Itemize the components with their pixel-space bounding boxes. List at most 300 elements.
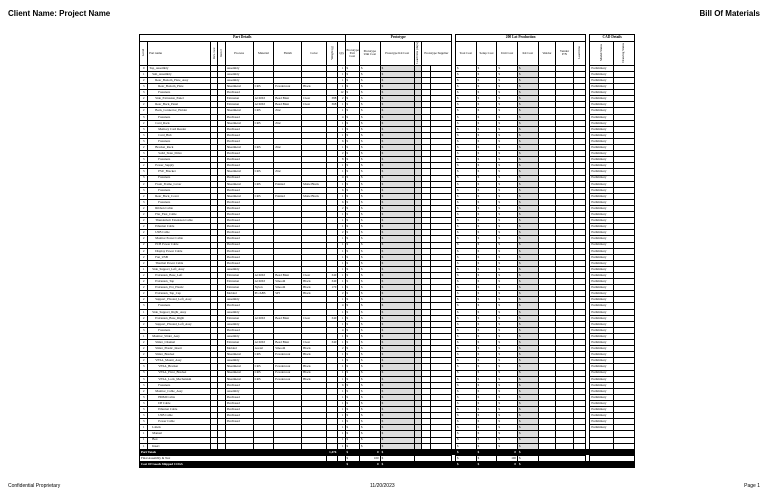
process-cell: Assembly	[225, 321, 253, 327]
level-cell: 2	[140, 358, 148, 364]
qty-cell: 1	[338, 102, 345, 108]
proto-kit-cost-cell: $	[380, 260, 414, 266]
tool-cost-cell: $	[456, 400, 477, 406]
unit-cost-cell: $	[497, 218, 518, 224]
proto-unit-cost-cell: $	[359, 236, 380, 242]
tool-cost-cell: $	[456, 145, 477, 151]
proto-kit-cost-cell: $	[380, 285, 414, 291]
model-status-cell: Preliminary	[590, 163, 614, 169]
kit-cost-cell: $	[517, 242, 538, 248]
proto-kit-cost-cell: $	[380, 78, 414, 84]
proto-unit-cost-cell: $	[359, 169, 380, 175]
unit-cost-cell: $	[497, 394, 518, 400]
col-proto-supplier: Prototype Supplier	[421, 42, 451, 66]
finish-cell: Painted	[274, 193, 302, 199]
qty-cell: 1	[338, 212, 345, 218]
kit-cost-cell: $	[517, 71, 538, 77]
proto-part-cost-cell: $	[345, 242, 359, 248]
qty-cell: 1	[338, 419, 345, 425]
proto-part-cost-cell: $	[345, 303, 359, 309]
process-cell: Assembly	[225, 333, 253, 339]
proto-kit-cost-cell: $	[380, 358, 414, 364]
level-cell: 2	[140, 291, 148, 297]
proto-kit-cost-cell: $	[380, 175, 414, 181]
process-cell: Purchased	[225, 419, 253, 425]
process-cell: Purchased	[225, 327, 253, 333]
qty-cell: 1	[338, 407, 345, 413]
proto-kit-cost-cell: $	[380, 340, 414, 346]
cogs-row-proto-unit: 0	[359, 461, 380, 467]
proto-unit-cost-cell: $	[359, 102, 380, 108]
tool-cost-cell: $	[456, 205, 477, 211]
setup-cost-cell: $	[476, 175, 497, 181]
kit-cost-cell: $	[517, 126, 538, 132]
proto-unit-cost-cell: $	[359, 248, 380, 254]
finish-cell: Smooth	[274, 285, 302, 291]
unit-cost-cell: $	[497, 96, 518, 102]
proto-unit-cost-cell: $	[359, 90, 380, 96]
proto-kit-cost-cell: $	[380, 394, 414, 400]
proto-unit-cost-cell: $	[359, 224, 380, 230]
level-cell: 2	[140, 108, 148, 114]
part-name-cell: Extrusion_Top_Cap	[148, 291, 211, 297]
process-cell: Purchased	[225, 187, 253, 193]
level-cell: 3	[140, 187, 148, 193]
weight-cell: 388	[326, 96, 337, 102]
proto-kit-cost-cell: $	[380, 114, 414, 120]
unit-cost-cell: $	[497, 266, 518, 272]
tool-cost-cell: $	[456, 340, 477, 346]
proto-kit-cost-cell: $	[380, 315, 414, 321]
part-name-cell: Ribbon Cable	[148, 205, 211, 211]
setup-cost-cell: $	[476, 266, 497, 272]
proto-part-cost-cell: $	[345, 78, 359, 84]
kit-cost-cell: $	[517, 346, 538, 352]
kit-cost-cell: $	[517, 358, 538, 364]
part-totals-row-proto-unit: 0	[359, 449, 380, 455]
part-totals-row-tool: $	[456, 449, 477, 455]
part-name-cell: Front_Frame_Cover	[148, 181, 211, 187]
qty-cell: 1	[338, 352, 345, 358]
part-name-cell: Fasteners	[148, 157, 211, 163]
col-process: Process	[225, 42, 253, 66]
model-status-cell: Preliminary	[590, 394, 614, 400]
setup-cost-cell: $	[476, 102, 497, 108]
proto-unit-cost-cell: $	[359, 254, 380, 260]
color-cell: Clear	[302, 96, 327, 102]
group-header-row	[140, 35, 635, 42]
proto-kit-cost-cell: $	[380, 425, 414, 431]
process-cell: Assembly	[225, 65, 253, 71]
proto-kit-cost-cell: $	[380, 163, 414, 169]
material-cell: CRS	[253, 181, 274, 187]
model-status-cell: Preliminary	[590, 236, 614, 242]
unit-cost-cell: $	[497, 169, 518, 175]
kit-cost-cell: $	[517, 303, 538, 309]
qty-cell: 1	[338, 236, 345, 242]
level-cell: 2	[140, 236, 148, 242]
tool-cost-cell: $	[456, 212, 477, 218]
part-name-cell: Back_Connector_Holder	[148, 108, 211, 114]
process-cell: Extrusion	[225, 96, 253, 102]
kit-cost-cell: $	[517, 394, 538, 400]
tool-cost-cell: $	[456, 327, 477, 333]
level-cell: 2	[140, 102, 148, 108]
color-cell: Black	[302, 364, 327, 370]
proto-kit-cost-cell: $	[380, 71, 414, 77]
model-status-cell: Preliminary	[590, 291, 614, 297]
setup-cost-cell: $	[476, 327, 497, 333]
proto-unit-cost-cell: $	[359, 199, 380, 205]
tool-cost-cell: $	[456, 358, 477, 364]
proto-kit-cost-cell: $	[380, 224, 414, 230]
process-cell: Sheetmetal	[225, 364, 253, 370]
proto-part-cost-cell: $	[345, 120, 359, 126]
proto-kit-cost-cell: $	[380, 370, 414, 376]
setup-cost-cell: $	[476, 333, 497, 339]
process-cell: Sheetmetal	[225, 108, 253, 114]
proto-part-cost-cell: $	[345, 340, 359, 346]
bom-body	[140, 65, 635, 449]
process-cell: Purchased	[225, 151, 253, 157]
proto-kit-cost-cell: $	[380, 297, 414, 303]
col-proto-part-cost: Prototype Part Cost	[345, 42, 359, 66]
setup-cost-cell: $	[476, 358, 497, 364]
proto-unit-cost-cell: $	[359, 212, 380, 218]
material-cell: Al 6063	[253, 96, 274, 102]
unit-cost-cell: $	[497, 65, 518, 71]
proto-part-cost-cell: $	[345, 199, 359, 205]
tool-cost-cell: $	[456, 309, 477, 315]
model-status-cell: Preliminary	[590, 425, 614, 431]
col-proto-lead-time: Lead time (days)	[414, 42, 421, 66]
unit-cost-cell: $	[497, 187, 518, 193]
proto-part-cost-cell: $	[345, 407, 359, 413]
part-name-cell: HDMI Cable	[148, 394, 211, 400]
proto-part-cost-cell: $	[345, 181, 359, 187]
qty-cell: 6	[338, 138, 345, 144]
model-status-cell: Preliminary	[590, 102, 614, 108]
color-cell: Black	[302, 279, 327, 285]
setup-cost-cell: $	[476, 84, 497, 90]
unit-cost-cell: $	[497, 370, 518, 376]
proto-part-cost-cell: $	[345, 437, 359, 443]
proto-unit-cost-cell: $	[359, 394, 380, 400]
part-name-cell: Flat_Flex_Cable	[148, 212, 211, 218]
model-status-cell: Preliminary	[590, 400, 614, 406]
qty-cell: 6	[338, 199, 345, 205]
proto-unit-cost-cell: $	[359, 242, 380, 248]
proto-part-cost-cell: $	[345, 175, 359, 181]
kit-cost-cell: $	[517, 419, 538, 425]
unit-cost-cell: $	[497, 400, 518, 406]
tool-cost-cell: $	[456, 254, 477, 260]
proto-unit-cost-cell: $	[359, 108, 380, 114]
unit-cost-cell: $	[497, 352, 518, 358]
model-status-cell: Preliminary	[590, 145, 614, 151]
col-qty: Qty	[338, 42, 345, 66]
qty-cell: 2	[338, 291, 345, 297]
model-status-cell: Preliminary	[590, 419, 614, 425]
process-cell: Purchased	[225, 205, 253, 211]
model-status-cell: Preliminary	[590, 71, 614, 77]
kit-cost-cell: $	[517, 309, 538, 315]
col-weight: Weight (g)	[326, 42, 337, 66]
process-cell: Purchased	[225, 114, 253, 120]
tool-cost-cell: $	[456, 71, 477, 77]
qty-cell: 2	[338, 96, 345, 102]
part-name-cell: Card_Hub	[148, 132, 211, 138]
level-cell: 2	[140, 242, 148, 248]
col-proto-kit-cost: Prototype Kit Cost	[380, 42, 414, 66]
unit-cost-cell: $	[497, 71, 518, 77]
part-name-cell: USB Cable	[148, 413, 211, 419]
tool-cost-cell: $	[456, 120, 477, 126]
proto-unit-cost-cell: $	[359, 437, 380, 443]
proto-part-cost-cell: $	[345, 205, 359, 211]
tool-cost-cell: $	[456, 303, 477, 309]
process-cell: Purchased	[225, 218, 253, 224]
unit-cost-cell: $	[497, 181, 518, 187]
bom-table	[139, 34, 635, 468]
qty-cell: 1	[338, 126, 345, 132]
tool-cost-cell: $	[456, 279, 477, 285]
col-color: Color	[302, 42, 327, 66]
proto-kit-cost-cell: $	[380, 327, 414, 333]
proto-kit-cost-cell: $	[380, 321, 414, 327]
process-cell: Purchased	[225, 260, 253, 266]
tool-cost-cell: $	[456, 364, 477, 370]
unit-cost-cell: $	[497, 297, 518, 303]
proto-unit-cost-cell: $	[359, 266, 380, 272]
part-name-cell: Fan_USB	[148, 254, 211, 260]
proto-kit-cost-cell: $	[380, 181, 414, 187]
proto-part-cost-cell: $	[345, 254, 359, 260]
unit-cost-cell: $	[497, 175, 518, 181]
proto-part-cost-cell: $	[345, 132, 359, 138]
finish-cell: Smooth	[274, 346, 302, 352]
material-cell: PC/ABS	[253, 291, 274, 297]
qty-cell: 4	[338, 114, 345, 120]
cogs-row-weight	[326, 461, 337, 467]
level-cell: 3	[140, 138, 148, 144]
proto-unit-cost-cell: $	[359, 388, 380, 394]
proto-kit-cost-cell: $	[380, 65, 414, 71]
proto-unit-cost-cell: $	[359, 126, 380, 132]
part-name-cell: Fasteners	[148, 303, 211, 309]
level-cell: 3	[140, 394, 148, 400]
col-prod-lead-time: Lead time	[573, 42, 585, 66]
setup-cost-cell: $	[476, 65, 497, 71]
model-status-cell: Preliminary	[590, 388, 614, 394]
qty-cell: 1	[338, 163, 345, 169]
unit-cost-cell: $	[497, 120, 518, 126]
finish-cell: Powdercoat	[274, 352, 302, 358]
unit-cost-cell: $	[497, 291, 518, 297]
material-cell: CRS	[253, 370, 274, 376]
model-status-cell: Preliminary	[590, 212, 614, 218]
process-cell: Sheetmetal	[225, 376, 253, 382]
finish-cell: SPI	[274, 291, 302, 297]
model-status-cell: Preliminary	[590, 413, 614, 419]
proto-part-cost-cell: $	[345, 346, 359, 352]
proto-part-cost-cell: $	[345, 218, 359, 224]
proto-part-cost-cell: $	[345, 333, 359, 339]
model-status-cell: Preliminary	[590, 181, 614, 187]
process-cell: Extrusion	[225, 340, 253, 346]
level-cell: 1	[140, 266, 148, 272]
process-cell: Purchased	[225, 212, 253, 218]
part-name-cell: Fasteners	[148, 327, 211, 333]
material-cell: Al 6063	[253, 273, 274, 279]
level-cell: 3	[140, 114, 148, 120]
unit-cost-cell: $	[497, 407, 518, 413]
part-name-cell: VESA_Pivot_Bracket	[148, 370, 211, 376]
color-cell: Matte Black	[302, 181, 327, 187]
setup-cost-cell: $	[476, 260, 497, 266]
finish-cell: Powdercoat	[274, 364, 302, 370]
level-cell: 2	[140, 315, 148, 321]
process-cell: Molded	[225, 346, 253, 352]
proto-part-cost-cell: $	[345, 163, 359, 169]
level-cell: 3	[140, 413, 148, 419]
proto-part-cost-cell: $	[345, 394, 359, 400]
proto-part-cost-cell: $	[345, 102, 359, 108]
unit-cost-cell: $	[497, 388, 518, 394]
client-title: Client Name: Project Name	[8, 9, 111, 18]
qty-cell: 8	[338, 157, 345, 163]
level-cell: 2	[140, 120, 148, 126]
part-name-cell: Solid_State_Drive	[148, 151, 211, 157]
tool-cost-cell: $	[456, 102, 477, 108]
part-totals-row-label: Part Totals	[140, 449, 327, 455]
qty-cell: 1	[338, 108, 345, 114]
part-totals-row-weight: 1,476	[326, 449, 337, 455]
kit-cost-cell: $	[517, 297, 538, 303]
level-cell: 2	[140, 346, 148, 352]
proto-unit-cost-cell: $	[359, 297, 380, 303]
qty-cell: 1	[338, 71, 345, 77]
level-cell: 3	[140, 84, 148, 90]
qty-cell: 4	[338, 327, 345, 333]
tool-cost-cell: $	[456, 193, 477, 199]
col-revision-level: Rev. Lev.	[211, 42, 218, 66]
qty-cell: 1	[338, 370, 345, 376]
cogs-row-unit: 0	[497, 461, 518, 467]
tool-cost-cell: $	[456, 431, 477, 437]
setup-cost-cell: $	[476, 291, 497, 297]
process-cell: Purchased	[225, 303, 253, 309]
part-name-cell: Rear_Bottom_Plate_Assy	[148, 78, 211, 84]
kit-cost-cell: $	[517, 169, 538, 175]
proto-part-cost-cell: $	[345, 285, 359, 291]
finish-cell: Bead Blast	[274, 102, 302, 108]
kit-cost-cell: $	[517, 400, 538, 406]
process-cell: Assembly	[225, 71, 253, 77]
kit-cost-cell: $	[517, 108, 538, 114]
model-status-cell: Preliminary	[590, 193, 614, 199]
model-status-cell: Preliminary	[590, 333, 614, 339]
process-cell: Purchased	[225, 254, 253, 260]
model-status-cell: Preliminary	[590, 138, 614, 144]
setup-cost-cell: $	[476, 205, 497, 211]
color-cell: Black	[302, 352, 327, 358]
group-prototype: Prototype	[345, 35, 451, 42]
unit-cost-cell: $	[497, 212, 518, 218]
material-cell: Nylon	[253, 285, 274, 291]
setup-cost-cell: $	[476, 145, 497, 151]
model-status-cell: Preliminary	[590, 370, 614, 376]
proto-kit-cost-cell: $	[380, 218, 414, 224]
qty-cell: 1	[338, 145, 345, 151]
qty-cell: 1	[338, 321, 345, 327]
part-name-cell: Rear_Bottom_Plate	[148, 84, 211, 90]
model-status-cell: Preliminary	[590, 358, 614, 364]
part-totals-row-proto-kit: $	[380, 449, 414, 455]
tool-cost-cell: $	[456, 382, 477, 388]
proto-kit-cost-cell: $	[380, 90, 414, 96]
color-cell: Clear	[302, 315, 327, 321]
proto-part-cost-cell: $	[345, 364, 359, 370]
tool-cost-cell: $	[456, 90, 477, 96]
kit-cost-cell: $	[517, 413, 538, 419]
proto-part-cost-cell: $	[345, 376, 359, 382]
qty-cell: 1	[338, 333, 345, 339]
kit-cost-cell: $	[517, 102, 538, 108]
unit-cost-cell: $	[497, 364, 518, 370]
unit-cost-cell: $	[497, 230, 518, 236]
kit-cost-cell: $	[517, 78, 538, 84]
material-cell: CRS	[253, 376, 274, 382]
process-cell: Purchased	[225, 230, 253, 236]
kit-cost-cell: $	[517, 382, 538, 388]
qty-cell: 1	[338, 437, 345, 443]
unit-cost-cell: $	[497, 358, 518, 364]
setup-cost-cell: $	[476, 138, 497, 144]
tool-cost-cell: $	[456, 425, 477, 431]
unit-cost-cell: $	[497, 333, 518, 339]
kit-cost-cell: $	[517, 437, 538, 443]
finish-cell: Powdercoat	[274, 370, 302, 376]
process-cell: Extrusion	[225, 279, 253, 285]
unit-cost-cell: $	[497, 114, 518, 120]
proto-kit-cost-cell: $	[380, 279, 414, 285]
level-cell: 3	[140, 407, 148, 413]
model-status-cell: Preliminary	[590, 352, 614, 358]
model-status-cell: Preliminary	[590, 175, 614, 181]
tool-cost-cell: $	[456, 78, 477, 84]
model-status-cell: Preliminary	[590, 90, 614, 96]
tool-cost-cell: $	[456, 230, 477, 236]
tool-cost-cell: $	[456, 273, 477, 279]
proto-kit-cost-cell: $	[380, 419, 414, 425]
footer-page: Page 1	[744, 483, 760, 489]
proto-kit-cost-cell: $	[380, 376, 414, 382]
proto-kit-cost-cell: $	[380, 157, 414, 163]
setup-cost-cell: $	[476, 431, 497, 437]
kit-cost-cell: $	[517, 205, 538, 211]
setup-cost-cell: $	[476, 254, 497, 260]
material-cell: CRS	[253, 352, 274, 358]
proto-kit-cost-cell: $	[380, 437, 414, 443]
setup-cost-cell: $	[476, 400, 497, 406]
bom-totals	[140, 449, 635, 467]
proto-kit-cost-cell: $	[380, 102, 414, 108]
proto-unit-cost-cell: $	[359, 218, 380, 224]
setup-cost-cell: $	[476, 212, 497, 218]
proto-unit-cost-cell: $	[359, 65, 380, 71]
process-cell: Purchased	[225, 407, 253, 413]
